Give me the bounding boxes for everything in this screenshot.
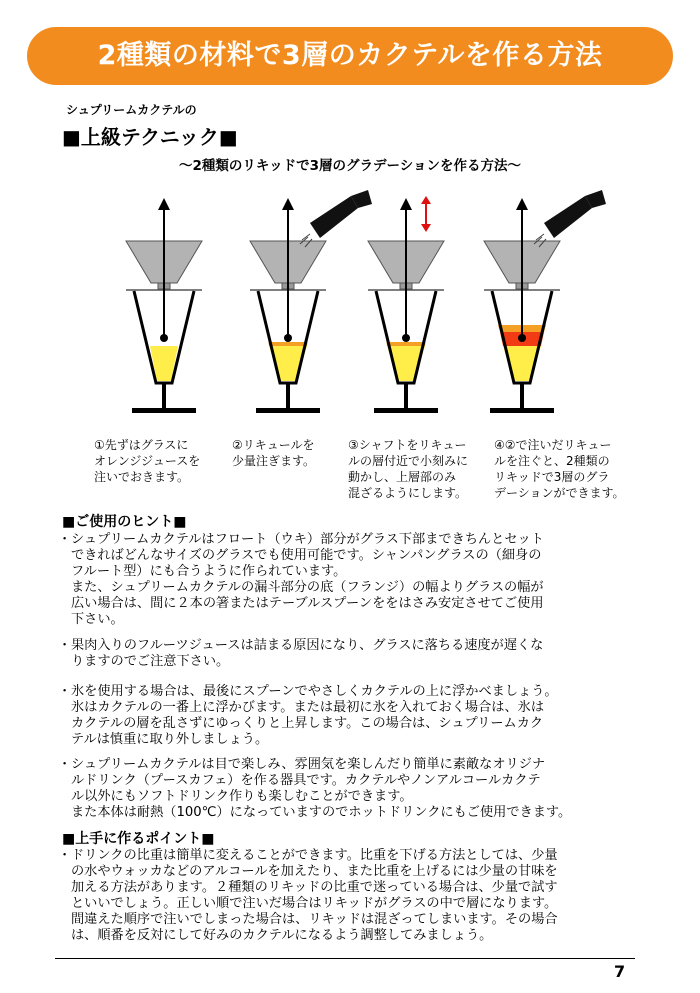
hint-text: シュプリームカクテルはフロート（ウキ）部分がグラス下部まできちんとセット できればどんなサイズのグラスでも使用可能です。シャンパングラスの（細身の フルート型）にも合うように作られています。 また、シュプリームカクテルの漏斗部分の底（フランジ）の幅よりグラスの幅が 広い場合は、間に２本の箸またはテーブルスプーンををはさみ安定させてご使用 下さい。 bbox=[71, 532, 544, 627]
step2-glass bbox=[250, 190, 372, 413]
bullet-mark: ・ bbox=[58, 684, 72, 699]
bullet-mark: ・ bbox=[58, 848, 72, 863]
bullet-mark: ・ bbox=[58, 757, 72, 772]
graphic-caption: ～2種類のリキッドで3層のグラデーションを作る方法～ bbox=[179, 158, 521, 174]
title-banner bbox=[27, 27, 673, 85]
hints-heading: ■ご使用のヒント■ bbox=[62, 514, 187, 530]
step3-glass bbox=[368, 196, 444, 413]
step-2-caption: ②リキュールを 少量注ぎます。 bbox=[232, 438, 316, 468]
bullet-mark: ・ bbox=[58, 638, 72, 653]
subtitle-small: シュプリームカクテルの bbox=[66, 103, 197, 117]
page-title: 2種類の材料で3層のカクテルを作る方法 bbox=[97, 40, 603, 71]
hint-text: シュプリームカクテルは目で楽しみ、雰囲気を楽しんだり簡単に素敵なオリジナ ルドリンク（プースカフェ）を作る器具です。カクテルやノンアルコールカクテ ル以外にもソフトドリンク作りも楽しむことができます。 また本体は耐熱（100℃）になっていますのでホットドリンクにもご使用できます。 bbox=[71, 757, 572, 820]
footer-rule bbox=[55, 958, 635, 959]
step1-glass bbox=[126, 198, 202, 413]
page-number: 7 bbox=[614, 962, 626, 981]
step-1-caption: ①先ずはグラスに オレンジジュースを 注いでおきます。 bbox=[94, 438, 201, 484]
subtitle-heading: ■上級テクニック■ bbox=[62, 125, 238, 149]
hint-text: 氷を使用する場合は、最後にスプーンでやさしくカクテルの上に浮かべましょう。 氷はカクテルの一番上に浮かびます。または最初に氷を入れておく場合は、氷は カクテルの層を乱さずにゆっくりと上昇します。この場合は、シュプリームカク テルは慎重に取り外しましょう。 bbox=[71, 684, 558, 747]
point-text: ドリンクの比重は簡単に変えることができます。比重を下げる方法としては、少量 の水やウォッカなどのアルコールを加えたり、また比重を上げるには少量の甘味を 加える方法があります。２種類のリキッドの比重で迷っている場合は、少量で試す といいでしょう。正しい順で注いだ場合はリキッドがグラスの中で層になります。 間違えた順序で注いでしまった場合は、リキッドは混ざってしまいます。その場合 は、順番を反対にして好みのカクテルになるよう調整してみましょう。 bbox=[71, 848, 558, 943]
step4-glass bbox=[484, 190, 606, 413]
bullet-mark: ・ bbox=[58, 532, 72, 547]
step-3-caption: ③シャフトをリキュー ルの層付近で小刻みに 動かし、上層部のみ 混ざるようにします。 bbox=[348, 438, 469, 500]
steps-illustration bbox=[0, 168, 700, 428]
step-4-caption: ④②で注いだリキュー ルを注ぐと、2種類の リキッドで3層のグラ デーションができます。 bbox=[494, 438, 625, 500]
points-heading: ■上手に作るポイント■ bbox=[62, 831, 215, 847]
hint-text: 果肉入りのフルーツジュースは詰まる原因になり、グラスに落ちる速度が遅くな りますのでご注意下さい。 bbox=[71, 638, 544, 669]
